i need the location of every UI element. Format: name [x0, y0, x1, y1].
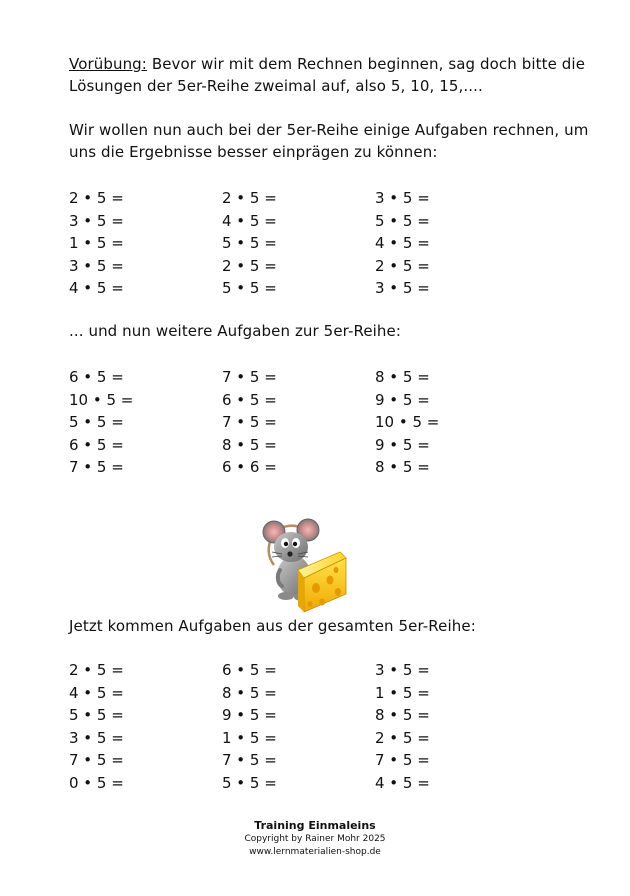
exercise-item: 5 • 5 =	[69, 413, 124, 431]
exercise-item: 9 • 5 =	[375, 390, 430, 409]
exercise-row	[69, 659, 589, 682]
exercise-item: 1 • 5 =	[69, 234, 124, 252]
exercise-row	[69, 232, 589, 255]
exercise-item: 5 • 5 =	[69, 706, 124, 724]
exercise-item: 8 • 5 =	[375, 706, 430, 724]
exercise-row	[69, 187, 589, 210]
exercise-item: 9 • 5 =	[375, 435, 430, 454]
exercise-item: 3 • 5 =	[69, 728, 124, 747]
exercise-item: 3 • 5 =	[69, 256, 124, 275]
exercise-item: 8 • 5 =	[375, 368, 430, 386]
exercise-item: 2 • 5 =	[375, 256, 430, 275]
exercise-row	[69, 682, 589, 705]
exercise-item: 4 • 5 =	[69, 683, 124, 702]
exercise-item: 8 • 5 =	[222, 435, 277, 454]
exercise-item: 2 • 5 =	[222, 256, 277, 275]
exercise-row	[69, 411, 589, 434]
intro-label: Vorübung:	[69, 55, 147, 73]
exercise-item: 3 • 5 =	[375, 279, 430, 297]
exercise-item: 8 • 5 =	[222, 683, 277, 702]
exercise-row	[69, 366, 589, 389]
exercise-row	[69, 255, 589, 278]
exercise-item: 7 • 5 =	[375, 751, 430, 769]
exercise-item: 10 • 5 =	[375, 413, 440, 431]
exercise-item: 3 • 5 =	[375, 661, 430, 679]
exercise-item: 10 • 5 =	[69, 390, 134, 409]
exercise-item: 7 • 5 =	[69, 751, 124, 769]
footer-website: www.lernmaterialien-shop.de	[249, 847, 381, 857]
section2-exercise-grid	[69, 366, 589, 479]
exercise-item: 1 • 5 =	[222, 728, 277, 747]
exercise-item: 0 • 5 =	[69, 773, 124, 792]
footer-copyright: Copyright by Rainer Mohr 2025	[244, 834, 386, 844]
exercise-item: 6 • 5 =	[222, 390, 277, 409]
exercise-row	[69, 749, 589, 772]
exercise-item: 6 • 5 =	[69, 435, 124, 454]
exercise-item: 5 • 5 =	[222, 279, 277, 297]
exercise-item: 6 • 6 =	[222, 458, 277, 476]
exercise-row	[69, 210, 589, 233]
exercise-item: 5 • 5 =	[375, 211, 430, 230]
exercise-row	[69, 704, 589, 727]
exercise-row	[69, 277, 589, 300]
exercise-item: 1 • 5 =	[375, 683, 430, 702]
exercise-item: 2 • 5 =	[375, 728, 430, 747]
section1-exercise-grid	[69, 187, 589, 300]
exercise-item: 9 • 5 =	[222, 706, 277, 724]
mouse-with-cheese-icon	[252, 510, 356, 614]
exercise-item: 8 • 5 =	[375, 458, 430, 476]
exercise-item: 5 • 5 =	[222, 234, 277, 252]
exercise-item: 2 • 5 =	[222, 189, 277, 207]
exercise-row	[69, 456, 589, 479]
exercise-item: 4 • 5 =	[222, 211, 277, 230]
exercise-item: 7 • 5 =	[222, 751, 277, 769]
exercise-item: 4 • 5 =	[375, 773, 430, 792]
exercise-item: 5 • 5 =	[222, 773, 277, 792]
exercise-item: 2 • 5 =	[69, 661, 124, 679]
exercise-item: 6 • 5 =	[222, 661, 277, 679]
intro-paragraph	[69, 53, 589, 97]
exercise-item: 4 • 5 =	[69, 279, 124, 297]
exercise-item: 7 • 5 =	[222, 368, 277, 386]
exercise-item: 6 • 5 =	[69, 368, 124, 386]
section3-instruction: Jetzt kommen Aufgaben aus der gesamten 5er-Reihe:	[69, 617, 476, 635]
section2-instruction: ... und nun weitere Aufgaben zur 5er-Reihe:	[69, 322, 401, 340]
exercise-row	[69, 727, 589, 750]
intro-text: Bevor wir mit dem Rechnen beginnen, sag doch bitte die Lösungen der 5er-Reihe zweimal auf, also 5, 10, 15,....	[69, 55, 586, 95]
section3-exercise-grid	[69, 659, 589, 794]
exercise-item: 3 • 5 =	[69, 211, 124, 230]
exercise-row	[69, 389, 589, 412]
section1-instruction: Wir wollen nun auch bei der 5er-Reihe einige Aufgaben rechnen, um uns die Ergebnisse besser einprägen zu können:	[69, 121, 589, 161]
page-footer	[0, 819, 630, 859]
exercise-item: 7 • 5 =	[69, 458, 124, 476]
exercise-item: 7 • 5 =	[222, 413, 277, 431]
exercise-row	[69, 772, 589, 795]
exercise-row	[69, 434, 589, 457]
exercise-item: 3 • 5 =	[375, 189, 430, 207]
exercise-item: 4 • 5 =	[375, 234, 430, 252]
footer-title: Training Einmaleins	[254, 819, 376, 832]
exercise-item: 2 • 5 =	[69, 189, 124, 207]
